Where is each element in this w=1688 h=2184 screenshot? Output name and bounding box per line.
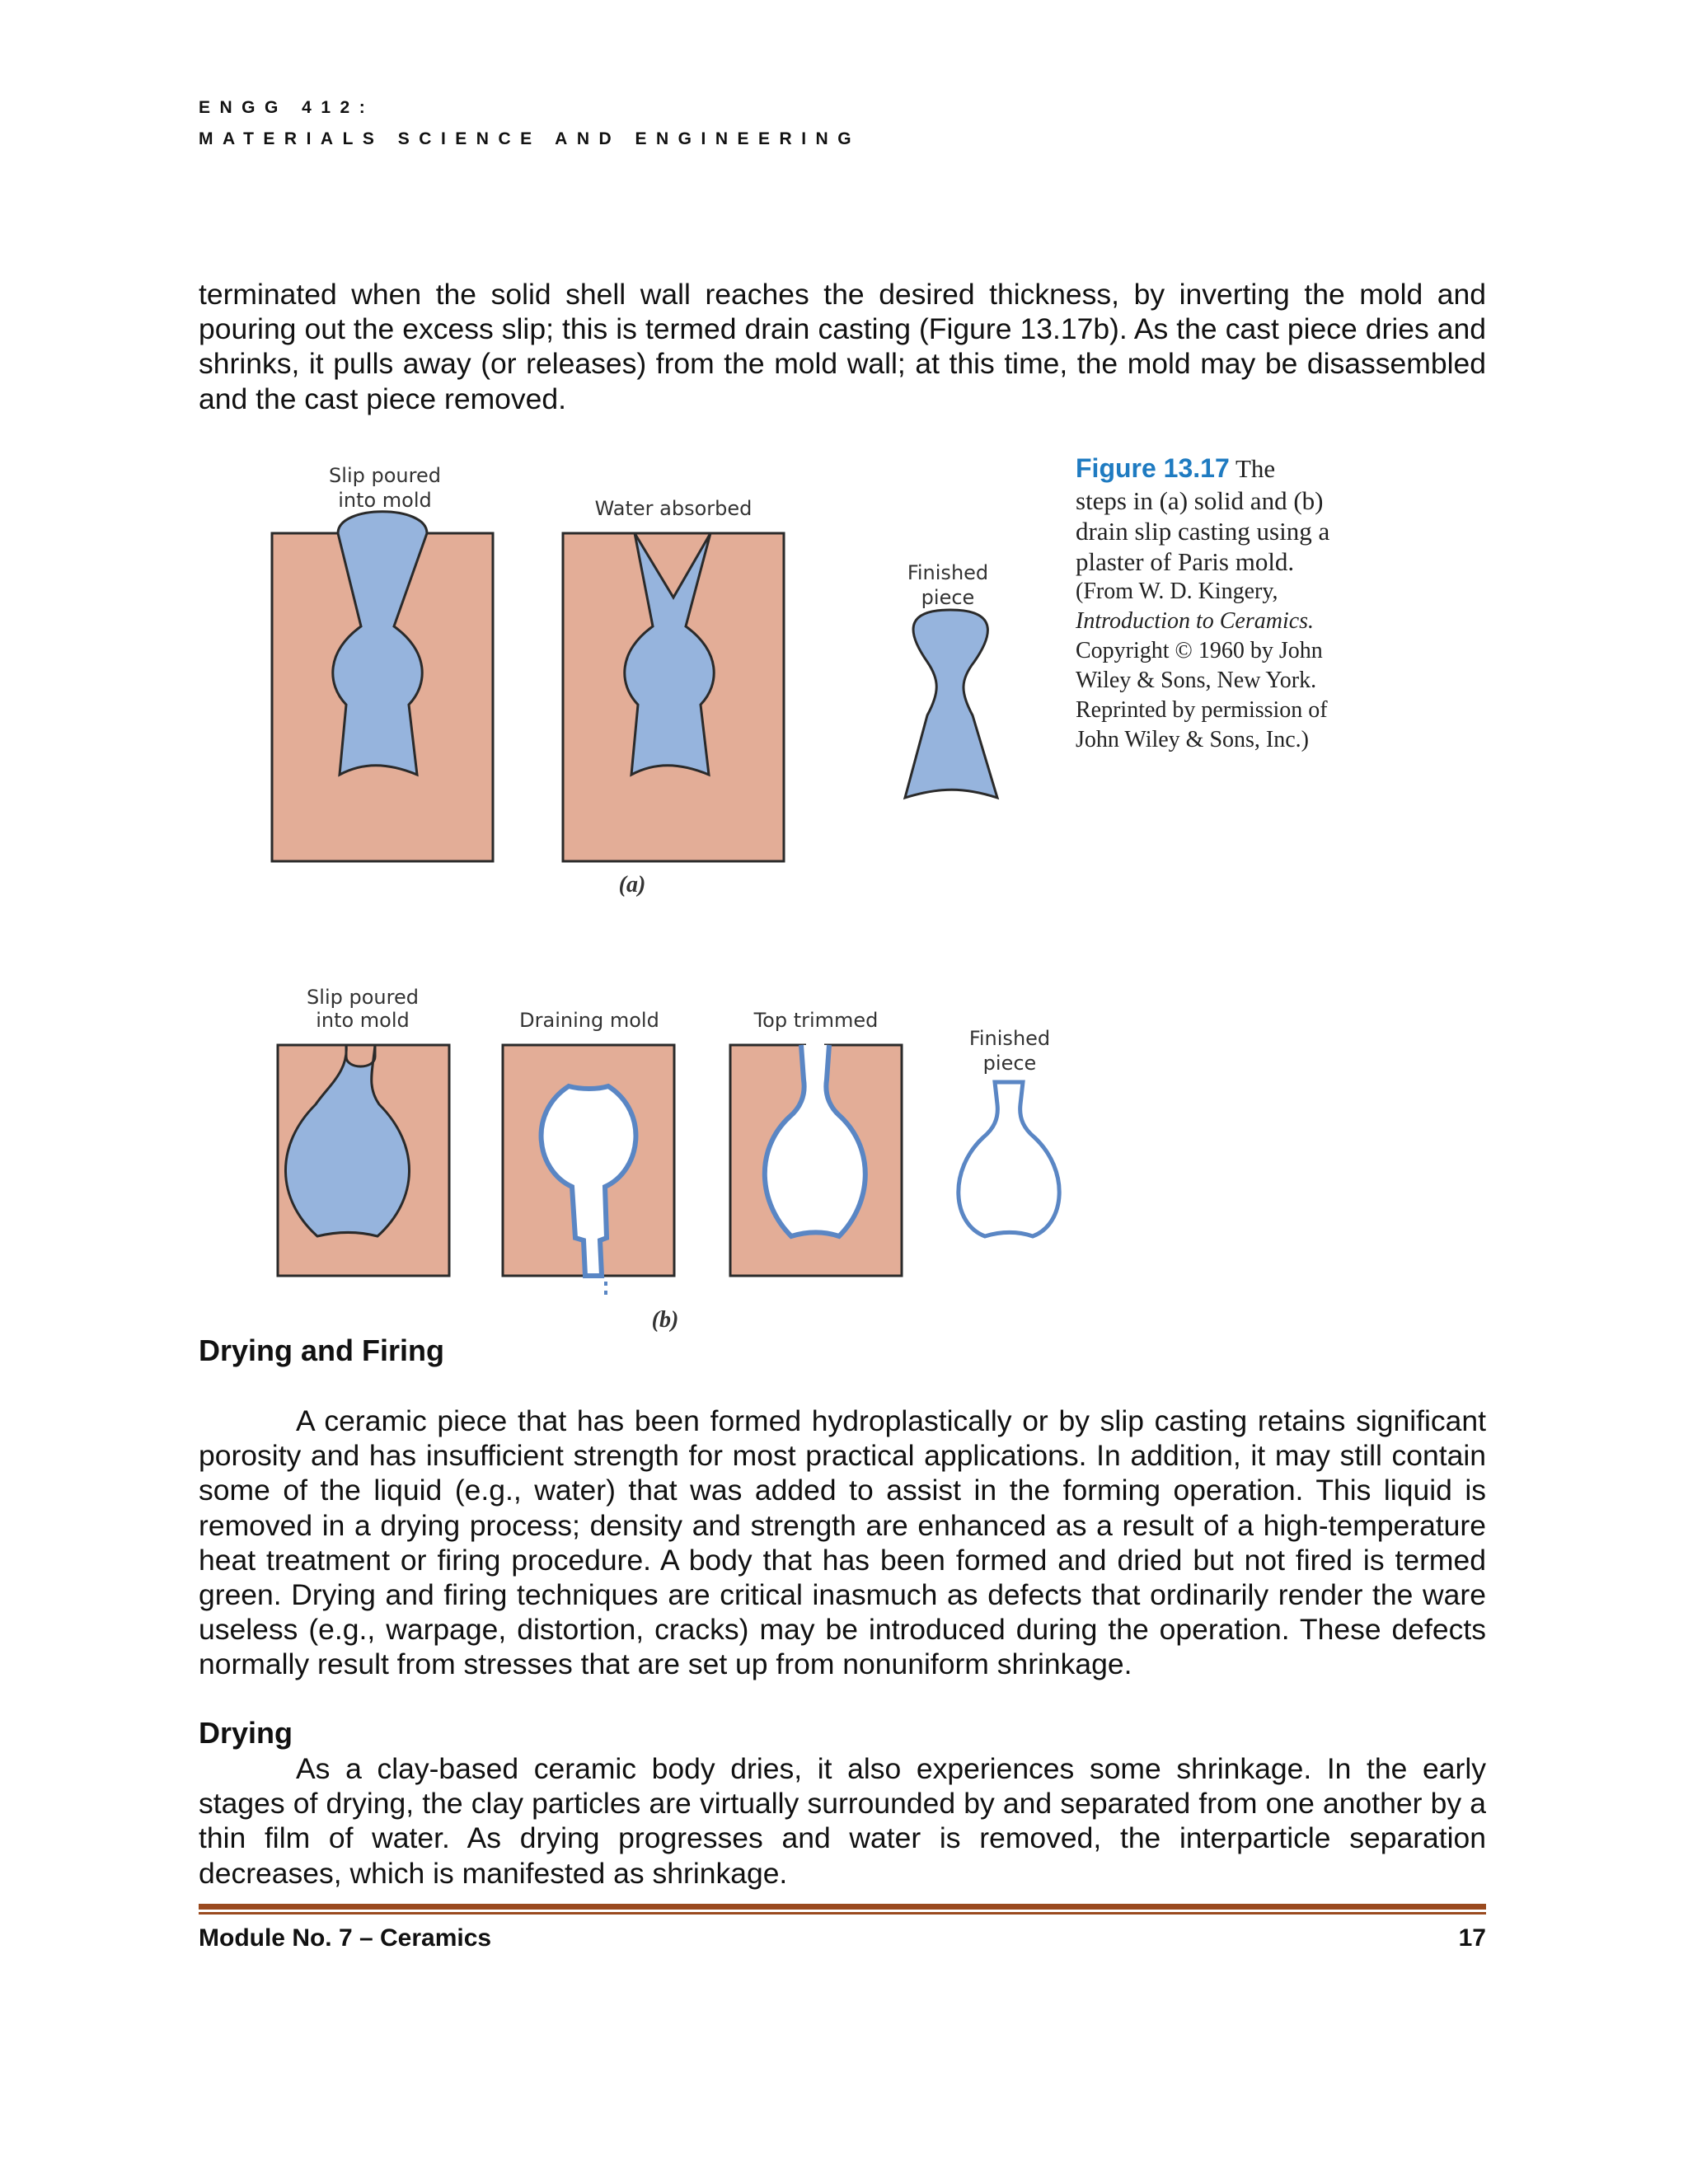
figure-a-finished-piece — [905, 610, 997, 798]
label-a-slip-poured-2: into mold — [338, 489, 432, 512]
paragraph-drying — [199, 1751, 1486, 1891]
label-a-finished-2: piece — [921, 586, 975, 609]
heading-drying-and-firing: Drying and Firing — [199, 1333, 445, 1367]
label-a-finished-1: Finished — [907, 561, 989, 584]
paragraph-drying-and-firing — [199, 1404, 1486, 1682]
figure-caption-line3: drain slip casting using a — [1076, 517, 1330, 546]
figure-b-finished-piece — [959, 1082, 1059, 1236]
label-b-slip-poured-1: Slip poured — [307, 986, 419, 1009]
figure-caption-line8: Wiley & Sons, New York. — [1076, 668, 1317, 693]
label-a-water-absorbed: Water absorbed — [594, 497, 753, 520]
figure-caption-line2: steps in (a) solid and (b) — [1076, 486, 1324, 515]
figure-caption-line1: The — [1236, 454, 1276, 483]
label-b-finished-2: piece — [982, 1052, 1037, 1075]
page-number: 17 — [1458, 1924, 1486, 1952]
figure-caption-line4: plaster of Paris mold. — [1076, 547, 1295, 576]
part-a-label: (a) — [618, 872, 646, 898]
figure-caption-line5: (From W. D. Kingery, — [1076, 579, 1278, 604]
figure-caption-line10: John Wiley & Sons, Inc.) — [1076, 727, 1310, 752]
intro-paragraph: terminated when the solid shell wall reaches the desired thickness, by inverting the mold and pouring out the excess slip; this is termed drain casting (Figure 13.17b). As the cast piece dries and shrinks, it pulls away (or releases) from the mold wall; at this time, the mold may be disassembled and the cast piece removed. — [199, 278, 1486, 415]
paragraph-drying-text: As a clay-based ceramic body dries, it also experiences some shrinkage. In the early stages of drying, the clay particles are virtually surrounded by and separated from one another by a thin film of water. As drying progresses and water is removed, the interparticle separation decreases, which is manifested as shrinkage. — [199, 1752, 1486, 1890]
figure-caption-title: Figure 13.17 — [1076, 453, 1230, 483]
label-a-slip-poured-1: Slip poured — [329, 464, 441, 487]
header-subject: MATERIALS SCIENCE AND ENGINEERING — [199, 129, 861, 148]
footer-rule-thin — [199, 1912, 1486, 1915]
label-b-draining: Draining mold — [519, 1009, 659, 1032]
footer-module: Module No. 7 – Ceramics — [199, 1924, 492, 1952]
paragraph-drying-and-firing-text: A ceramic piece that has been formed hydroplastically or by slip casting retains significant porosity and has insufficient strength for most practical applications. In addition, it may still contain some of the liquid (e.g., water) that was added to assist in the forming operation. This liquid is removed in a drying process; density and strength are enhanced as a result of a high-temperature heat treatment or firing procedure. A body that has been formed and dried but not fired is termed green. Drying and firing techniques are critical inasmuch as defects that ordinarily render the ware useless (e.g., warpage, distortion, cracks) may be introduced during the operation. These defects normally result from stresses that are set up from nonuniform shrinkage. — [199, 1404, 1486, 1681]
part-b-label: (b) — [651, 1307, 679, 1333]
figure-b-top-trimmed — [730, 1043, 902, 1276]
header-course: ENGG 412: — [199, 98, 375, 117]
figure-caption-line6: Introduction to Ceramics. — [1076, 608, 1315, 634]
figure-a-water-absorbed — [563, 533, 784, 861]
footer — [199, 1924, 1486, 1952]
label-b-top-trimmed: Top trimmed — [753, 1009, 879, 1032]
label-b-finished-1: Finished — [968, 1027, 1051, 1050]
footer-rule-thick — [199, 1904, 1486, 1910]
figure-b-slip-poured — [278, 1045, 449, 1276]
figure-caption-line9: Reprinted by permission of — [1076, 697, 1328, 723]
figure-caption — [1076, 453, 1422, 755]
label-b-slip-poured-2: into mold — [316, 1009, 410, 1032]
figure-b-draining-mold — [503, 1045, 674, 1298]
figure-caption-line7: Copyright © 1960 by John — [1076, 638, 1323, 663]
figure-a-slip-poured — [272, 512, 493, 861]
heading-drying: Drying — [199, 1716, 293, 1750]
